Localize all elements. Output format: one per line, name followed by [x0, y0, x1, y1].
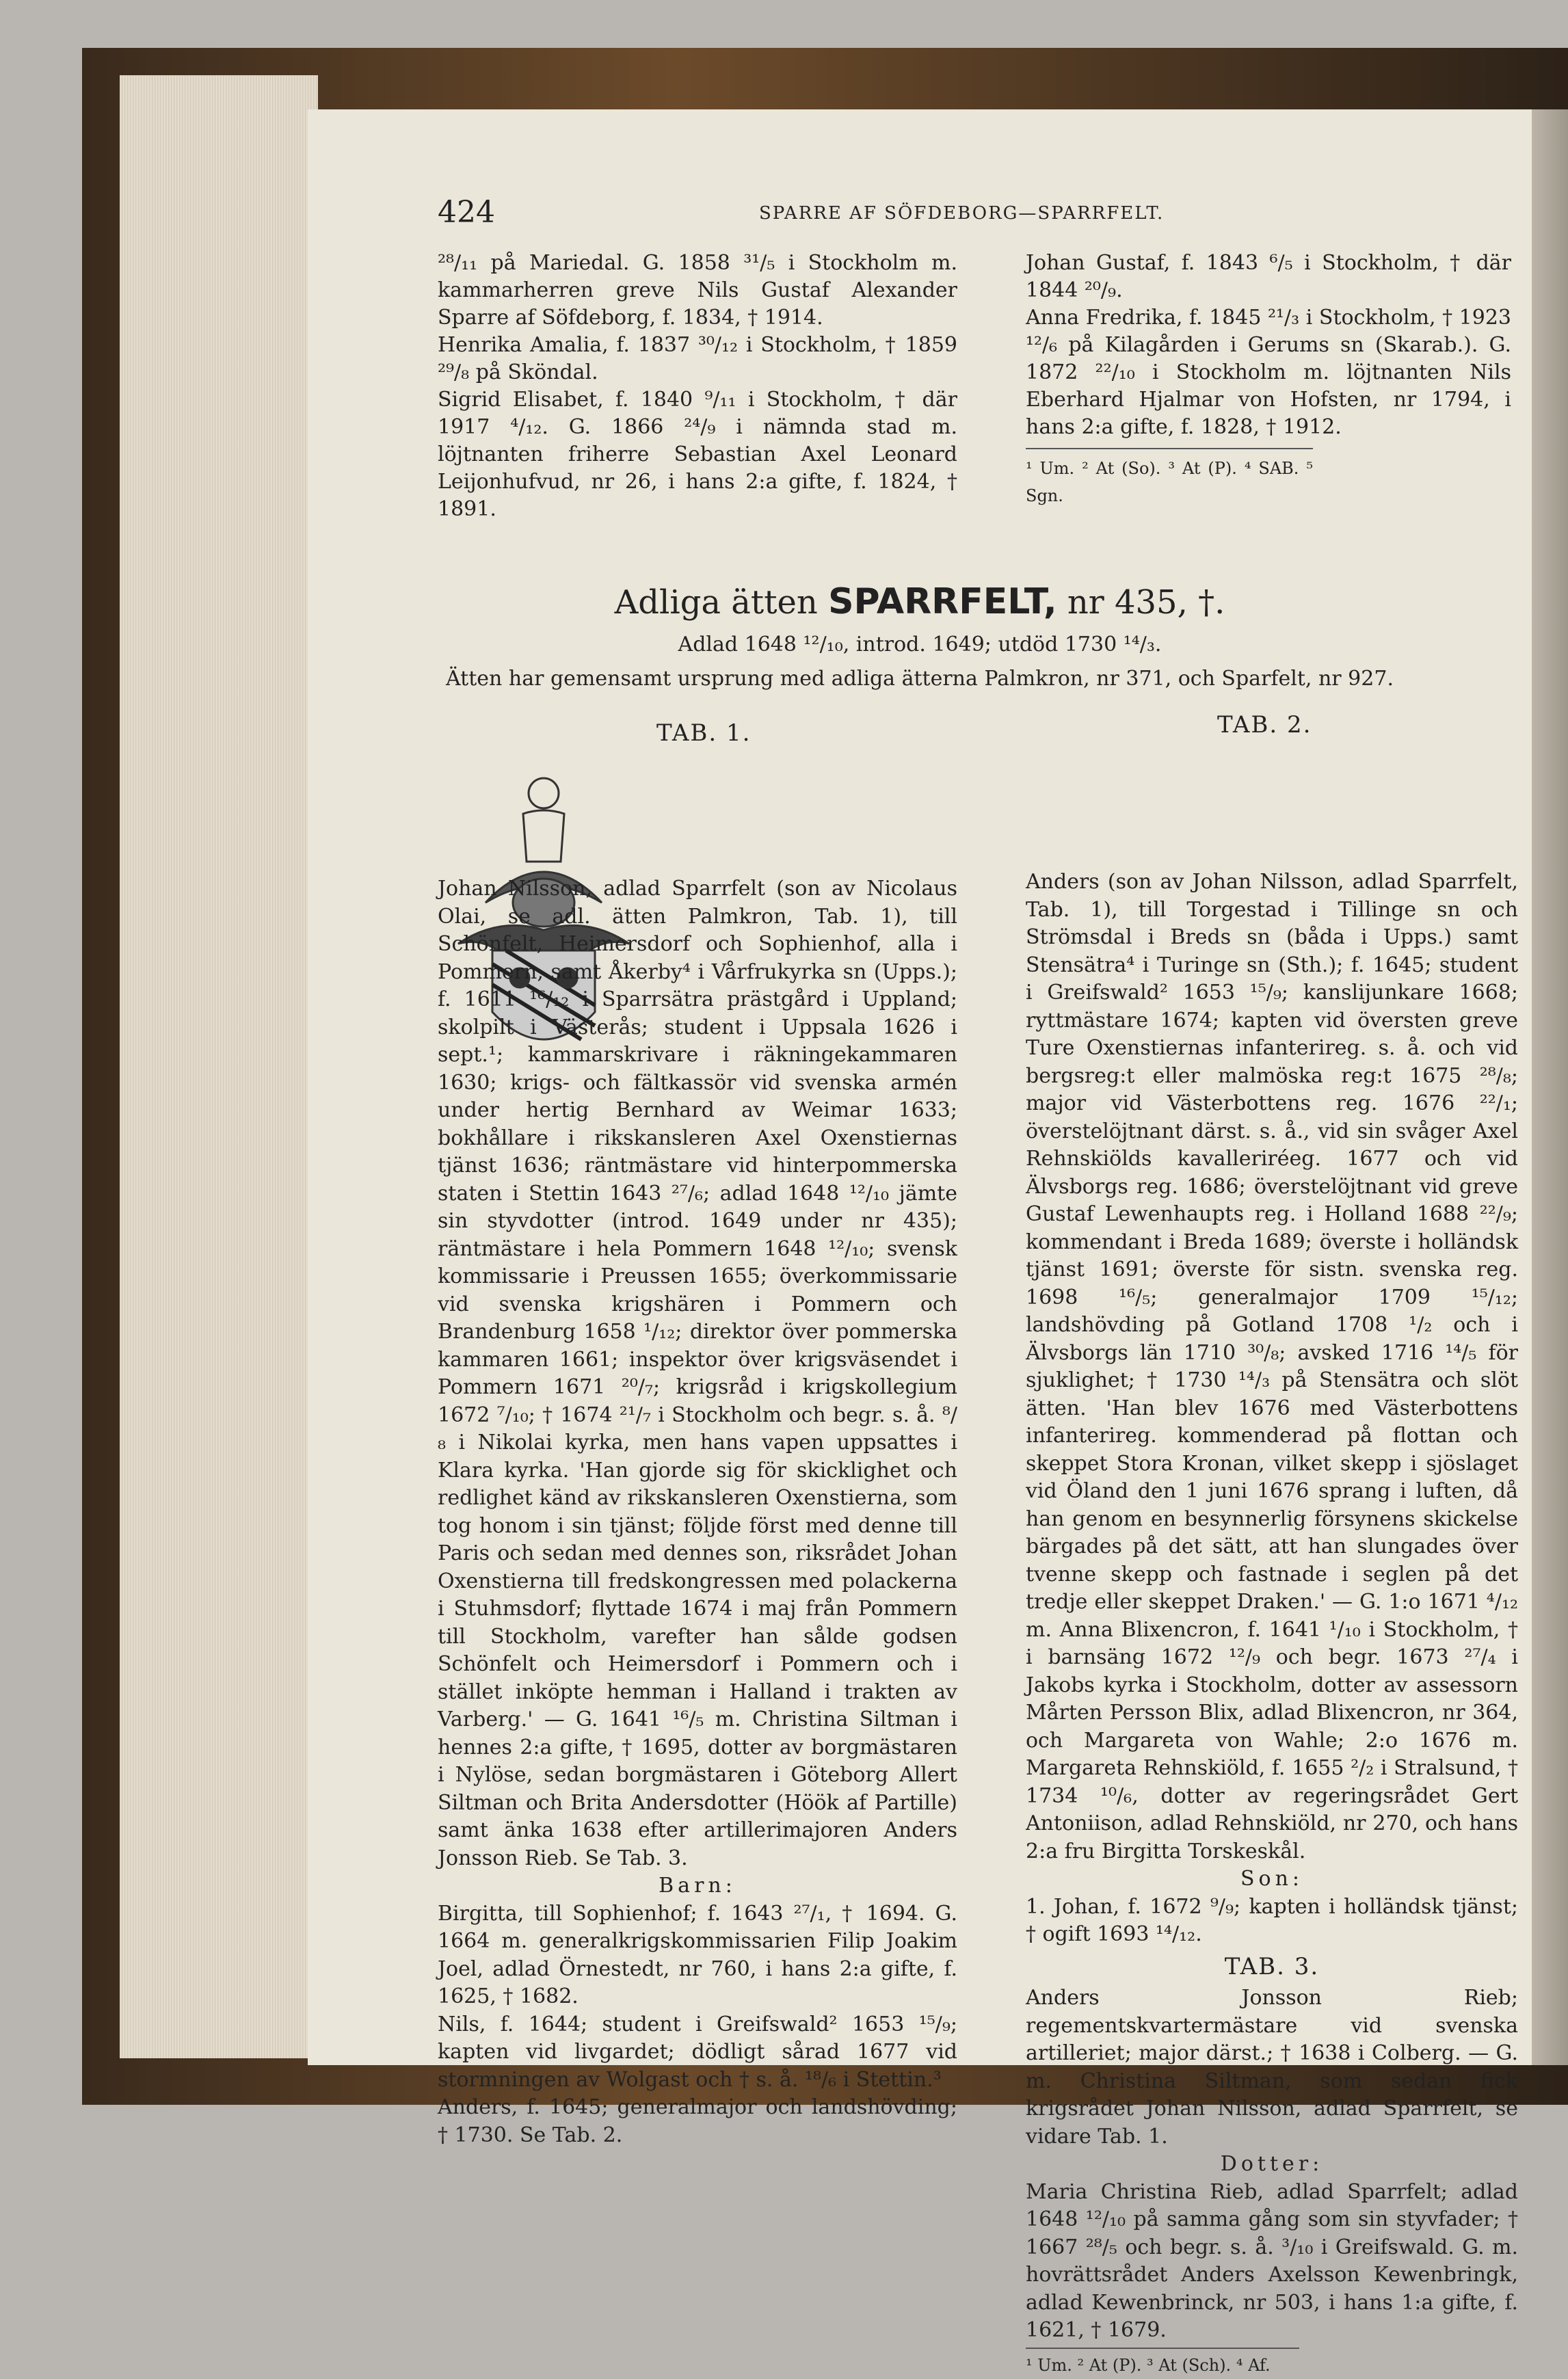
subtitle: Adlad 1648 ¹²/₁₀, introd. 1649; utdöd 1730 ¹⁴/₃.	[308, 633, 1532, 656]
family-title	[308, 581, 1532, 622]
tab1-heading: TAB. 1.	[656, 719, 751, 747]
paragraph: Sigrid Elisabet, f. 1840 ⁹/₁₁ i Stockholm, † där 1917 ⁴/₁₂. G. 1866 ²⁴/₉ i nämnda stad m. löjtnanten friherre Sebastian Axel Leonard Leijonhufvud, nr 26, i hans 2:a gifte, f. 1824, † 1891.	[438, 386, 957, 523]
title-prefix: Adliga ätten	[615, 583, 818, 622]
title-suffix: nr 435, †.	[1067, 583, 1225, 622]
paragraph: Anna Fredrika, f. 1845 ²¹/₃ i Stockholm, † 1923 ¹²/₆ på Kilagården i Gerums sn (Skarab.). G. 1872 ²²/₁₀ i Stockholm m. löjtnanten Nils Eberhard Hjalmar von Hofsten, nr 1794, i hans 2:a gifte, f. 1828, † 1912.	[1026, 304, 1511, 441]
top-left-column	[438, 250, 957, 523]
child-entry: Nils, f. 1644; student i Greifswald² 1653 ¹⁵/₉; kapten vid livgardet; dödligt sårad 1677 vid stormningen av Wolgast och † s. å. ¹⁸/₆ i Stettin.³	[438, 2011, 957, 2095]
page-number: 424	[438, 195, 495, 230]
paragraph: Henrika Amalia, f. 1837 ³⁰/₁₂ i Stockholm, † 1859 ²⁹/₈ på Sköndal.	[438, 332, 957, 386]
tab2-body: Anders (son av Johan Nilsson, adlad Sparrfelt, Tab. 1), till Torgestad i Tillinge sn och Strömsdal i Breds sn (båda i Upps.) samt Stensätra⁴ i Turinge sn (Sth.); f. 1645; student i Greifswald² 1653 ¹⁵/₉; kanslijunkare 1668; ryttmästare 1674; kapten vid översten greve Ture Oxenstiernas infanterireg. s. å. och vid bergsreg:t eller malmöska reg:t 1675 ²⁸/₈; major vid Västerbottens reg. 1676 ²²/₁; överstelöjtnant därst. s. å., vid sin svåger Axel Rehnskiölds kavalleriréeg. 1677 och vid Älvsborgs reg. 1686; överstelöjtnant vid greve Gustaf Lewenhaupts reg. i Holland 1688 ²²/₉; kommendant i Breda 1689; överste i holländsk tjänst 1691; överste för sistn. svenska reg. 1698 ¹⁶/₅; generalmajor 1709 ¹⁵/₁₂; landshövding på Gotland 1708 ¹/₂ och i Älvsborgs län 1710 ³⁰/₈; avsked 1716 ¹⁴/₅ för sjuklighet; † 1730 ¹⁴/₃ på Stensätra och slöt ätten. 'Han blev 1676 med Västerbottens infanterireg. kommenderad på flottan och skeppet Stora Kronan, vilket skepp i sjöslaget vid Öland den 1 juni 1676 sprang i luften, då han genom en besynnerlig försynens skickelse bärgades på det sätt, att han slungades över tvenne skepp och fastnade i seglen på det tredje eller skeppet Draken.' — G. 1:o 1671 ⁴/₁₂ m. Anna Blixencron, f. 1641 ¹/₁₀ i Stockholm, † i barnsäng 1672 ¹²/₉ och begr. 1673 ²⁷/₄ i Jakobs kyrka i Stockholm, dotter av assessorn Mårten Persson Blix, adlad Blixencron, nr 364, och Margareta von Wahle; 2:o 1676 m. Margareta Rehnskiöld, f. 1655 ²/₂ i Stralsund, † 1734 ¹⁰/₆, dotter av regeringsrådet Gert Antoniison, adlad Rehnskiöld, nr 270, och hans 2:a fru Birgitta Torskeskål.	[1026, 868, 1518, 1865]
page-header	[438, 195, 1511, 236]
tab1-body: Johan Nilsson, adlad Sparrfelt (son av Nicolaus Olai, se adl. ätten Palmkron, Tab. 1), till Schönfelt, Heimersdorf och Sophienhof, alla i Pommern, samt Åkerby⁴ i Vårfrukyrka sn (Upps.); f. 1611 ¹⁶/₁₂ i Sparrsätra prästgård i Uppland; skolpilt i Västerås; student i Uppsala 1626 i sept.¹; kammarskrivare i räkningekammaren 1630; krigs- och fältkassör vid svenska armén under hertig Bernhard av Weimar 1633; bokhållare i rikskansleren Axel Oxenstiernas tjänst 1636; räntmästare vid hinterpommerska staten i Stettin 1643 ²⁷/₆; adlad 1648 ¹²/₁₀ jämte sin styvdotter (introd. 1649 under nr 435); räntmästare i hela Pommern 1648 ¹²/₁₀; svensk kommissarie i Preussen 1655; överkommissarie vid svenska krigshären i Pommern och Brandenburg 1658 ¹/₁₂; direktor över pommerska kammaren 1661; inspektor över krigsväsendet i Pommern 1671 ²⁰/₇; krigsråd i krigskollegium 1672 ⁷/₁₀; † 1674 ²¹/₇ i Stockholm och begr. s. å. ⁸/₈ i Nikolai kyrka, men hans vapen uppsattes i Klara kyrka. 'Han gjorde sig för skicklighet och redlighet känd av rikskansleren Oxenstierna, som tog honom i sin tjänst; följde först med denne till Paris och sedan med dennes son, riksrådet Johan Oxenstierna till fredskongressen med polackerna i Stuhmsdorf; flyttade 1674 i maj från Pommern till Stockholm, varefter han sålde godsen Schönfelt och Heimersdorf i Pommern och i stället inköpte hemman i Halland i trakten av Varberg.' — G. 1641 ¹⁶/₅ m. Christina Siltman i hennes 2:a gifte, † 1695, dotter av borgmästaren i Nylöse, sedan borgmästaren i Göteborg Allert Siltman och Brita Andersdotter (Höök af Partille) samt änka 1638 efter artillerimajoren Anders Jonsson Rieb. Se Tab. 3.	[438, 875, 957, 1872]
tab2-heading: TAB. 2.	[1217, 711, 1312, 739]
tab2-column	[1026, 759, 1518, 2379]
tab3-heading: TAB. 3.	[1026, 1953, 1518, 1981]
tab1-column	[438, 759, 957, 2149]
son-entry: 1. Johan, f. 1672 ⁹/₉; kapten i holländsk tjänst; † ogift 1693 ¹⁴/₁₂.	[1026, 1893, 1518, 1949]
footnote: ¹ Um. ² At (So). ³ At (P). ⁴ SAB. ⁵ Sgn.	[1026, 448, 1313, 509]
subtitle-note: Ätten har gemensamt ursprung med adliga ätterna Palmkron, nr 371, och Sparfelt, nr 927.	[308, 667, 1532, 691]
tab3-body: Anders Jonsson Rieb; regementskvartermästare vid svenska artilleriet; major därst.; † 1638 i Colberg. — G. m. Christina Siltman, som sedan fick krigsrådet Johan Nilsson, adlad Sparrfelt, se vidare Tab. 1.	[1026, 1984, 1518, 2151]
page-edges	[120, 75, 318, 2058]
book-page	[308, 109, 1532, 2065]
daughter-label: Dotter:	[1026, 2151, 1518, 2179]
daughter-entry: Maria Christina Rieb, adlad Sparrfelt; adlad 1648 ¹²/₁₀ på samma gång som sin styvfader; † 1667 ²⁸/₅ och begr. s. å. ³/₁₀ i Greifswald. G. m. hovrättsrådet Anders Axelsson Kewenbringk, adlad Kewenbrinck, nr 503, i hans 1:a gifte, f. 1621, † 1679.	[1026, 2179, 1518, 2345]
child-entry: Birgitta, till Sophienhof; f. 1643 ²⁷/₁, † 1694. G. 1664 m. generalkrigskommissarien Filip Joakim Joel, adlad Örnestedt, nr 760, i hans 2:a gifte, f. 1625, † 1682.	[438, 1900, 957, 2011]
children-label: Barn:	[438, 1872, 957, 1900]
child-entry: Anders, f. 1645; generalmajor och landshövding; † 1730. Se Tab. 2.	[438, 2094, 957, 2149]
son-label: Son:	[1026, 1865, 1518, 1893]
paragraph: ²⁸/₁₁ på Mariedal. G. 1858 ³¹/₅ i Stockholm m. kammarherren greve Nils Gustaf Alexander Sparre af Söfdeborg, f. 1834, † 1914.	[438, 250, 957, 332]
running-title: SPARRE AF SÖFDEBORG—SPARRFELT.	[759, 203, 1164, 224]
top-right-column	[1026, 250, 1511, 509]
title-name: SPARRFELT,	[828, 581, 1057, 622]
paragraph: Johan Gustaf, f. 1843 ⁶/₅ i Stockholm, † där 1844 ²⁰/₉.	[1026, 250, 1511, 304]
footnote: ¹ Um. ² At (P). ³ At (Sch). ⁴ Af.	[1026, 2348, 1299, 2379]
